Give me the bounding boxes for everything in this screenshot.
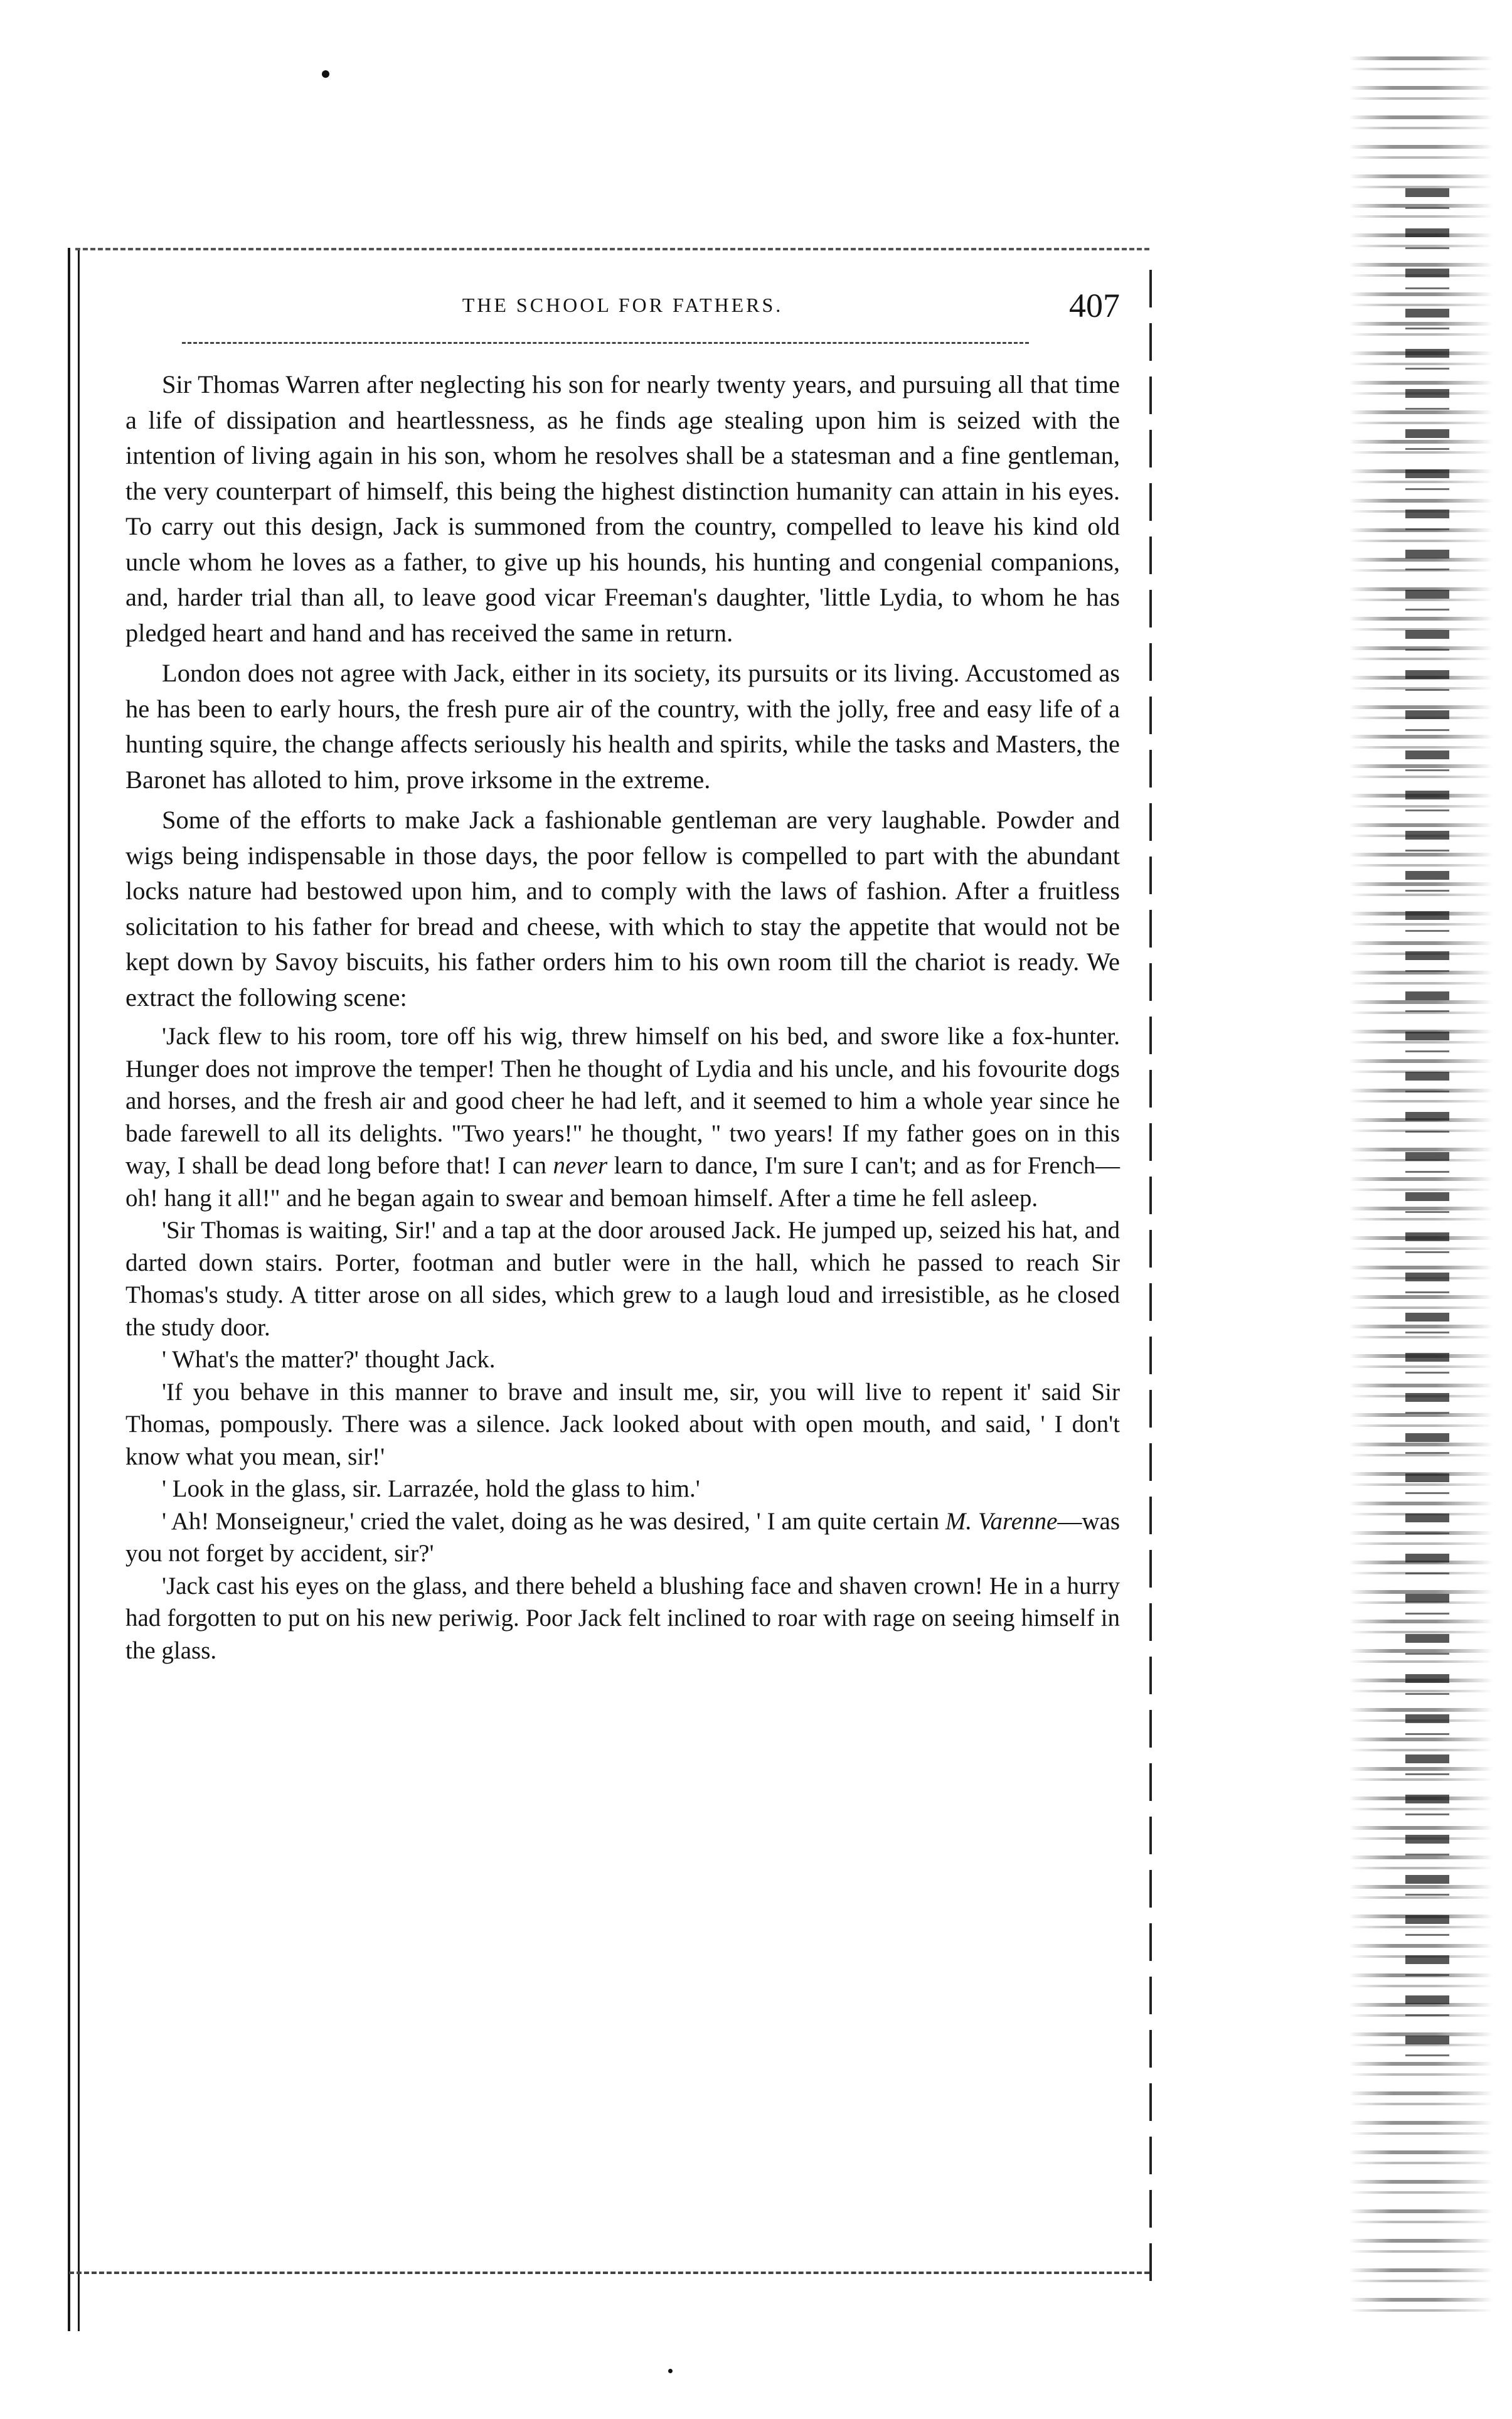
quote-paragraph xyxy=(125,1505,1120,1570)
quote-text: ' Ah! Monseigneur,' cried the valet, doing as he was desired, ' I am quite certain xyxy=(162,1507,945,1535)
quote-emphasis: never xyxy=(553,1152,608,1179)
paragraph: Sir Thomas Warren after neglecting his son for nearly twenty years, and pursuing all that time a life of dissipation and heartlessness, as he finds age stealing upon him is seized with the intention of living again in his son, whom he resolves shall be a statesman and a fine gentleman, the very counterpart of himself, this being the highest distinction humanity can attain in his eyes. To carry out this design, Jack is summoned from the country, compelled to leave his kind old uncle whom he loves as a father, to give up his hounds, his hunting and congenial companions, and, harder trial than all, to leave good vicar Freeman's daughter, 'little Lydia, to whom he has pledged heart and hand and has received the same in return. xyxy=(125,370,1120,647)
quote-emphasis: M. Varenne xyxy=(945,1507,1058,1535)
left-border-rule xyxy=(68,248,80,2331)
header-dashed-rule xyxy=(182,342,1029,344)
paragraph: London does not agree with Jack, either in its society, its pursuits or its living. Accustomed as he has been to early hours, the fresh pure air of the country, with the jolly, free and easy life of a hunting squire, the change affects seriously his health and spirits, while the tasks and Masters, the Baronet has alloted to him, prove irksome in the extreme. xyxy=(125,659,1120,794)
bottom-dashed-rule xyxy=(69,2272,1149,2274)
quote-paragraph: 'If you behave in this manner to brave and insult me, sir, you will live to repent it' said Sir Thomas, pompously. There was a silence. Jack looked about with open mouth, and said, ' I don't know what you mean, sir!' xyxy=(125,1378,1120,1470)
quote-paragraph: 'Sir Thomas is waiting, Sir!' and a tap at the door aroused Jack. He jumped up, seized his hat, and darted down stairs. Porter, footman and butler were in the hall, which he passed to reach Sir Thomas's study. A titter arose on all sides, which grew to a laugh loud and irresistible, as he closed the study door. xyxy=(125,1217,1120,1341)
running-title: THE SCHOOL FOR FATHERS. xyxy=(462,294,784,316)
right-border-rule xyxy=(1149,270,1152,2290)
page-header xyxy=(125,287,1120,331)
extract-quotation xyxy=(125,1020,1120,1667)
article-body xyxy=(125,367,1120,1667)
scanned-page-edge-dark xyxy=(1405,188,1449,2071)
paragraph: Some of the efforts to make Jack a fashionable gentleman are very laughable. Powder and wigs being indispensable in those days, the poor fellow is compelled to part with the abundant locks nature had bestowed upon him, and to comply with the laws of fashion. After a fruitless solicitation to his father for bread and cheese, with which to stay the appetite that would not be kept down by Savoy biscuits, his father orders him to his own room till the chariot is ready. We extract the following scene: xyxy=(125,806,1120,1012)
ink-speck xyxy=(322,70,329,78)
quote-text: learn to dance, I'm sure I can't; and as for French—oh! hang it all!" and he began again to swear and bemoan himself. After a time he fell asleep. xyxy=(125,1152,1120,1212)
top-dashed-rule xyxy=(75,248,1149,250)
quote-paragraph: 'Jack cast his eyes on the glass, and there beheld a blushing face and shaven crown! He in a hurry had forgotten to put on his new periwig. Poor Jack felt inclined to roar with rage on seeing himself in the glass. xyxy=(125,1572,1120,1664)
ink-speck xyxy=(668,2369,673,2373)
quote-text: 'Jack flew to his room, tore off his wig, threw himself on his bed, and swore like a fox-hunter. Hunger does not improve the temper! Then he thought of Lydia and his uncle, and his fovourite dogs and horses, and the fresh air and good cheer he had left, and it seemed to him a whole year since he bade farewell to all its delights. "Two years!" he thought, " two years! If my father goes on in this way, I shall be dead long before that! I can xyxy=(125,1023,1120,1179)
quote-paragraph: ' What's the matter?' thought Jack. xyxy=(162,1346,496,1373)
quote-paragraph xyxy=(125,1020,1120,1214)
page-number: 407 xyxy=(1069,287,1120,324)
quote-paragraph: ' Look in the glass, sir. Larrazée, hold the glass to him.' xyxy=(162,1475,700,1502)
quote-text: —was you not forget by accident, sir?' xyxy=(125,1507,1120,1567)
